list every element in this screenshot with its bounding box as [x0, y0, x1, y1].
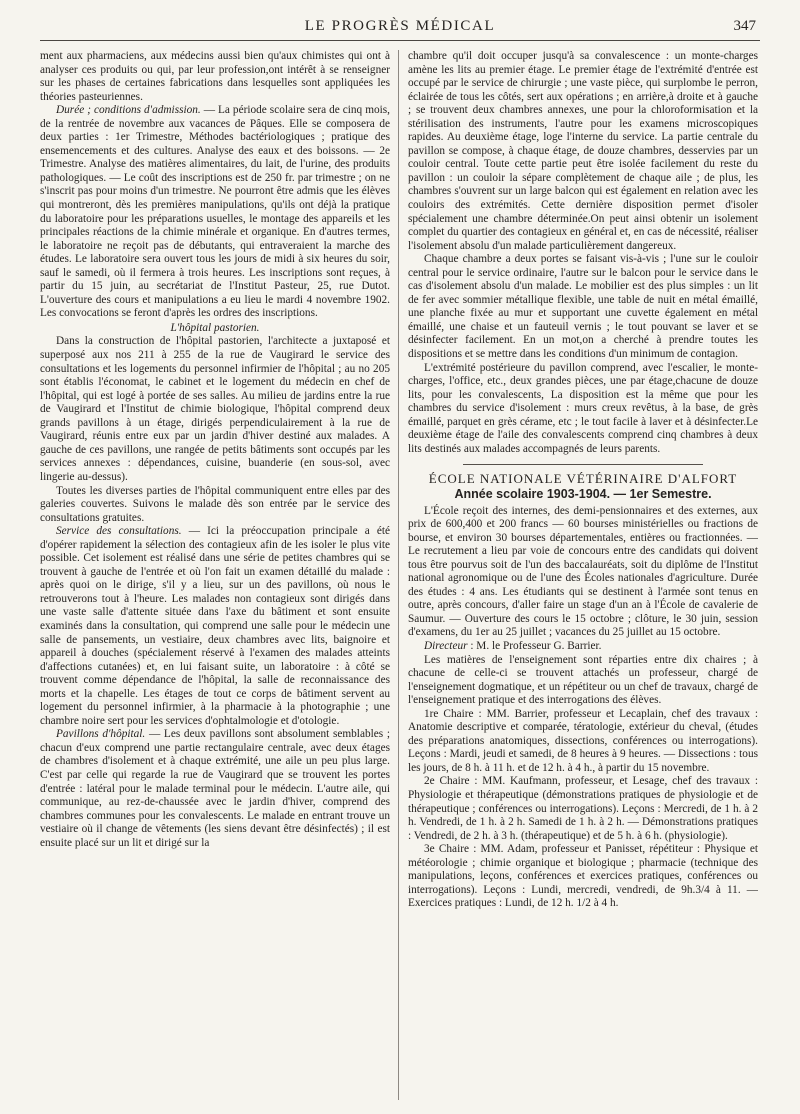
paragraph: ment aux pharmaciens, aux médecins aussi bien qu'aux chimistes qui ont à analyser ces produits ou qui, par leur profession,ont intérêt à se renseigner sur les phases de certaines fabrications dans lesquelles sont appliquées les théories pasteuriennes.: [40, 50, 390, 103]
paragraph-chaire-2: 2e Chaire : MM. Kaufmann, professeur, et Lesage, chef des travaux : Physiologie et thérapeutique (démonstrations pratiques de physiologie et de thérapeutique ; conférences ou interrogations). Leçons : Mercredi, de 1 h. à 2 h. Vendredi, de 1 h. à 2 h. Samedi de 1 h. à 2 h. — Démonstrations pratiques : Vendredi, de 2 h. à 3 h. (thérapeutique) et de 5 h. à 6 h. (physiologie).: [408, 775, 758, 842]
paragraph: Les matières de l'enseignement sont réparties entre dix chaires ; à chacune de celle-ci se trouvent attachés un professeur, chargé de l'enseignement dogmatique, et un répétiteur ou un chef de travaux, chargé de l'enseignement pratique et des interrogations des élèves.: [408, 653, 758, 707]
page-header: [40, 16, 760, 42]
section-separator: [463, 464, 703, 465]
paragraph-lead: Pavillons d'hôpital.: [56, 728, 146, 741]
right-column: [408, 50, 758, 1102]
paragraph-lead: Durée ; conditions d'admission.: [56, 104, 201, 117]
page-number: 347: [733, 18, 756, 34]
left-column: [40, 50, 390, 1102]
academic-year-heading: Année scolaire 1903-1904. — 1er Semestre.: [454, 486, 712, 501]
paragraph: L'extrémité postérieure du pavillon comprend, avec l'escalier, le monte-charges, l'office, etc., deux grandes pièces, une par étage,chacune de douze lits, pour les convalescents, La disposition est la même que pour les chambres du service d'isolement : murs creux revêtus, à la base, de grès émaillé, parquet en grès cérame, etc ; le tout facile à laver et à désinfecter.Le deuxième étage de l'aile des convalescents comprend cinq chambres à deux lits destinés aux malades accompagnés de leurs parents.: [408, 361, 758, 455]
paragraph-body: — La période scolaire sera de cinq mois, de la rentrée de novembre aux vacances de Pâques. Elle se composera de deux parties : 1er Trimestre, Méthodes bactériologiques ; pratique des ensemencements et des cultures. Analyse des eaux et des boissons. — 2e Trimestre. Analyse des matières alimentaires, du lait, de l'urine, des produits pathologiques. — Le coût des inscriptions est de 250 fr. par trimestre ; on ne s'inscrit pas pour moins d'un trimestre. Ne pourront être admis que les élèves qui montreront, dès les premières manipulations, qu'ils ont déjà la pratique du laboratoire pour les préparations usuelles, le montage des appareils et les principales réactions de la chimie minérale et organique. En d'autres termes, le laboratoire ne reçoit pas de débutants, qui entraveraient la marche des études. Le laboratoire sera ouvert tous les jours de midi à six heures du soir, sauf le samedi, où il fermera à trois heures. Les inscriptions sont reçues, à partir du 15 juin, au secrétariat de l'Institut Pasteur, 25, rue Dutot. L'ouverture des cours et manipulations a eu lieu le mardi 4 novembre 1902. Les convocations se feront d'après les ordres des inscriptions.: [40, 104, 390, 320]
journal-title: LE PROGRÈS MÉDICAL: [304, 18, 496, 34]
header-rule: [40, 40, 760, 41]
column-divider: [398, 50, 399, 1100]
paragraph-director: [408, 640, 758, 654]
paragraph: chambre qu'il doit occuper jusqu'à sa convalescence : un monte-charges amène les lits au premier étage. Le premier étage de l'extrémité d'entrée est occupé par le service de chirurgie ; une vaste pièce, qui surplombe le perron, éclairée de tous les côtés, sert aux opérations ; en arrière,à droite et à gauche ; se trouvent deux chambres annexes, une pour la chloroformisation et la stérilisation des instruments, l'autre pour les examens microscopiques rapides. Au deuxième étage, loge l'interne du service. La partie centrale du pavillon se compose, à chaque étage, de douze chambres, desservies par un couloir central. Toute cette partie peut être isolée facilement du reste du pavillon : un couloir la sépare complètement de chaque aile ; de plus, les chambres s'ouvrent sur un large balcon qui est également en relation avec les couloirs des extrémités. Cette dernière disposition permet d'isoler spécialement une chambre déterminée.On peut ainsi obtenir un isolement complet du quartier des contagieux en général et, en cas de nécessité, réaliser l'isolement absolu d'un malade particulièrement dangereux.: [408, 50, 758, 252]
paragraph: Toutes les diverses parties de l'hôpital communiquent entre elles par des galeries couvertes. Suivons le malade dès son entrée par le service des consultations gratuites.: [40, 484, 390, 524]
paragraph: Dans la construction de l'hôpital pastorien, l'architecte a juxtaposé et superposé aux nos 211 à 255 de la rue de Vaugirard le service des consultations et les logements du personnel infirmier de l'hôpital ; au no 205 sont établis l'économat, le cabinet et le logement du médecin en chef de l'hôpital, qui est logé à portée de ses salles. Au milieu de jardins entre la rue de Vaugirard et l'Institut de chimie biologique, l'hôpital comprend deux grands pavillons à un étage, dirigés perpendiculairement à la rue de Vaugirard, réunis entre eux par un jardin d'hiver destiné aux malades. A gauche de ces pavillons, une rangée de petits bâtiments sont occupés par les services annexes : dépendances, cuisine, buanderie (en sous-sol, avec lingerie au-dessus).: [40, 335, 390, 483]
paragraph: Chaque chambre a deux portes se faisant vis-à-vis ; l'une sur le couloir central pour le service ordinaire, l'autre sur le balcon pour le service dans le cas d'isolement absolu d'un malade. Le mobilier est des plus simples : un lit de fer avec sommier métallique flexible, une table de nuit en métal émaillé, une planche fixée au mur et supportant une cuvette également en métal émaillé, une chaise et un fauteuil vernis ; le tout pouvant se laver et se désinfecter facilement. En un mot,on a cherché à prendre toutes les dispositions et se mettre dans les conditions d'un minimum de contagion.: [408, 253, 758, 361]
paragraph-body: — Les deux pavillons sont absolument semblables ; chacun d'eux comprend une partie rectangulaire centrale, avec deux étages de chambres d'isolement et à chaque extrémité, une aile un peu plus large. C'est par celle qui regarde la rue de Vaugirard que se trouvent les portes d'entrée : latéral pour le malade terminal pour le médecin. L'autre aile, qui communique, au rez-de-chaussée avec le jardin d'hiver, comprend des chambres communes pour les convalescents. Le malade en entrant trouve un vestiaire où il change de vêtements (les siens devant être désinfectés) ; il est ensuite placé sur un lit et dirigé sur la: [40, 728, 390, 849]
paragraph-body: — Ici la préoccupation principale a été d'opérer rapidement la sélection des contagieux afin de les isoler le plus vite possible. Cet isolement est réalisé dans une série de petites chambres qui se trouvent à gauche de l'entrée et où l'on fait un examen détaillé du malade : après quoi on le dirige, s'il y a lieu, sur un des pavillons, où nous le retrouverons tout à l'heure. Les malades non contagieux sont dirigés dans une vaste salle d'attente située dans l'axe du bâtiment et sont ensuite examinés dans la consultation, qui comprend une salle pour le médecin une salle de pansements, un vestiaire, deux chambres avec lits, baignoire et appareil à douches (spécialement réservé à l'examen des malades atteints d'affections cutanées) et, en lui faisant suite, un laboratoire : à côté se trouvent comme dépendance de l'hôpital, la salle de reconnaissance des morts et la chapelle. Les étages de tout ce corps de bâtiment servent au logement du personnel infirmier, à la pharmacie à la photographie ; une chambre noire sert pour les services d'ophtalmologie et d'otologie.: [40, 525, 390, 727]
school-heading: ÉCOLE NATIONALE VÉTÉRINAIRE D'ALFORT: [428, 471, 738, 487]
paragraph-admission: [40, 104, 390, 321]
director-name: : M. le Professeur G. Barrier.: [467, 639, 602, 652]
paragraph-consultations: [40, 525, 390, 728]
director-label: Directeur: [424, 639, 468, 652]
paragraph: L'École reçoit des internes, des demi-pensionnaires et des externes, aux prix de 600,400 et 200 francs — 60 bourses ministérielles ou fractions de bourse, et environ 30 bourses départementales, entières ou fractionnées. — Le recrutement a lieu par voie de concours entre des candidats qui doivent tous être pourvus soit de l'un des baccalauréats, soit du diplôme de l'Institut national agronomique ou de l'une des Écoles nationales d'agriculture. Durée des études : 4 ans. Les étudiants qui se destinent à l'armée sont tenus en outre, après concours, d'aller faire un stage d'un an à l'École de cavalerie de Saumur. — Ouverture des cours le 15 octobre ; clôture, le 30 juin, session d'examens, du 1er au 25 juillet ; vacances du 25 juillet au 15 octobre.: [408, 504, 758, 639]
paragraph-lead: Service des consultations.: [56, 525, 182, 538]
paragraph-pavillons: [40, 728, 390, 850]
section-subheading: L'hôpital pastorien.: [170, 321, 260, 334]
paragraph-chaire-3: 3e Chaire : MM. Adam, professeur et Panisset, répétiteur : Physique et météorologie ; chimie organique et biologique ; pharmacie (technique des manipulations, leçons, conférences et exercices pratiques, conférences ou interrogations). Leçons : Lundi, mercredi, vendredi, de 9h.3/4 à 11. — Exercices pratiques : Lundi, de 12 h. 1/2 à 4 h.: [408, 843, 758, 910]
paragraph-chaire-1: 1re Chaire : MM. Barrier, professeur et Lecaplain, chef des travaux : Anatomie descriptive et comparée, tératologie, extérieur du cheval, (études des préparations anatomiques, dissections, conférences ou interrogations). Leçons : Mardi, jeudi et samedi, de 8 heures à 9 heures. — Dissections : tous les jours, de 8 h. à 11 h. et de 12 h. à 4 h., à partir du 15 novembre.: [408, 707, 758, 774]
